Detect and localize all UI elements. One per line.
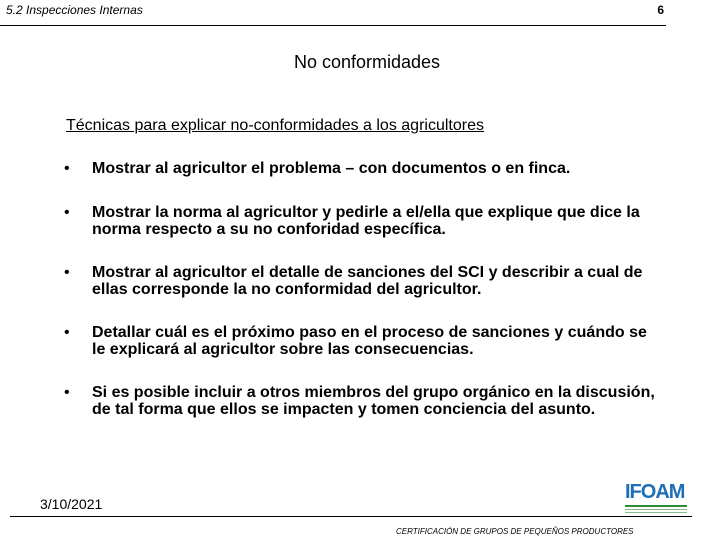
bullet-text: Detallar cuál es el próximo paso en el proceso de sanciones y cuándo se le explicará al agricultor sobre las consecuencias. [92, 324, 647, 358]
bullet-item [64, 204, 664, 238]
bullet-item [64, 160, 570, 177]
bullet-text: Si es posible incluir a otros miembros del grupo orgánico en la discusión, de tal forma que ellos se impacten y tomen conciencia del asunto. [92, 384, 655, 418]
bullet-dot: • [64, 324, 70, 341]
logo-wordmark: IFOAM [625, 481, 685, 503]
bullet-dot: • [64, 204, 70, 221]
bullet-text: Mostrar al agricultor el problema – con documentos o en finca. [92, 160, 571, 177]
bullet-dot: • [64, 264, 70, 281]
header-section-label: 5.2 Inspecciones Internas [6, 3, 143, 17]
slide-subtitle: Técnicas para explicar no-conformidades a los agricultores [66, 117, 484, 134]
header-divider [0, 25, 666, 26]
bullet-dot: • [64, 160, 70, 177]
logo-stripe [625, 505, 687, 507]
logo-stripe [625, 509, 687, 510]
bullet-text: Mostrar la norma al agricultor y pedirle a el/ella que explique que dice la norma respecto a su no conforidad específica. [92, 204, 640, 238]
bullet-dot: • [64, 384, 70, 401]
footer-caption: CERTIFICACIÓN DE GRUPOS DE PEQUEÑOS PRODUCTORES [396, 527, 634, 536]
footer-date: 3/10/2021 [40, 496, 103, 512]
page-number: 6 [657, 3, 664, 17]
footer-divider [10, 516, 692, 517]
bullet-item [64, 264, 664, 298]
slide-title: No conformidades [293, 52, 441, 72]
bullet-text: Mostrar al agricultor el detalle de sanciones del SCI y describir a cual de ellas corresponde la no conformidad del agricultor. [92, 264, 643, 298]
ifoam-logo [625, 481, 691, 515]
logo-stripe [625, 512, 687, 513]
bullet-item [64, 384, 664, 418]
bullet-item [64, 324, 664, 358]
